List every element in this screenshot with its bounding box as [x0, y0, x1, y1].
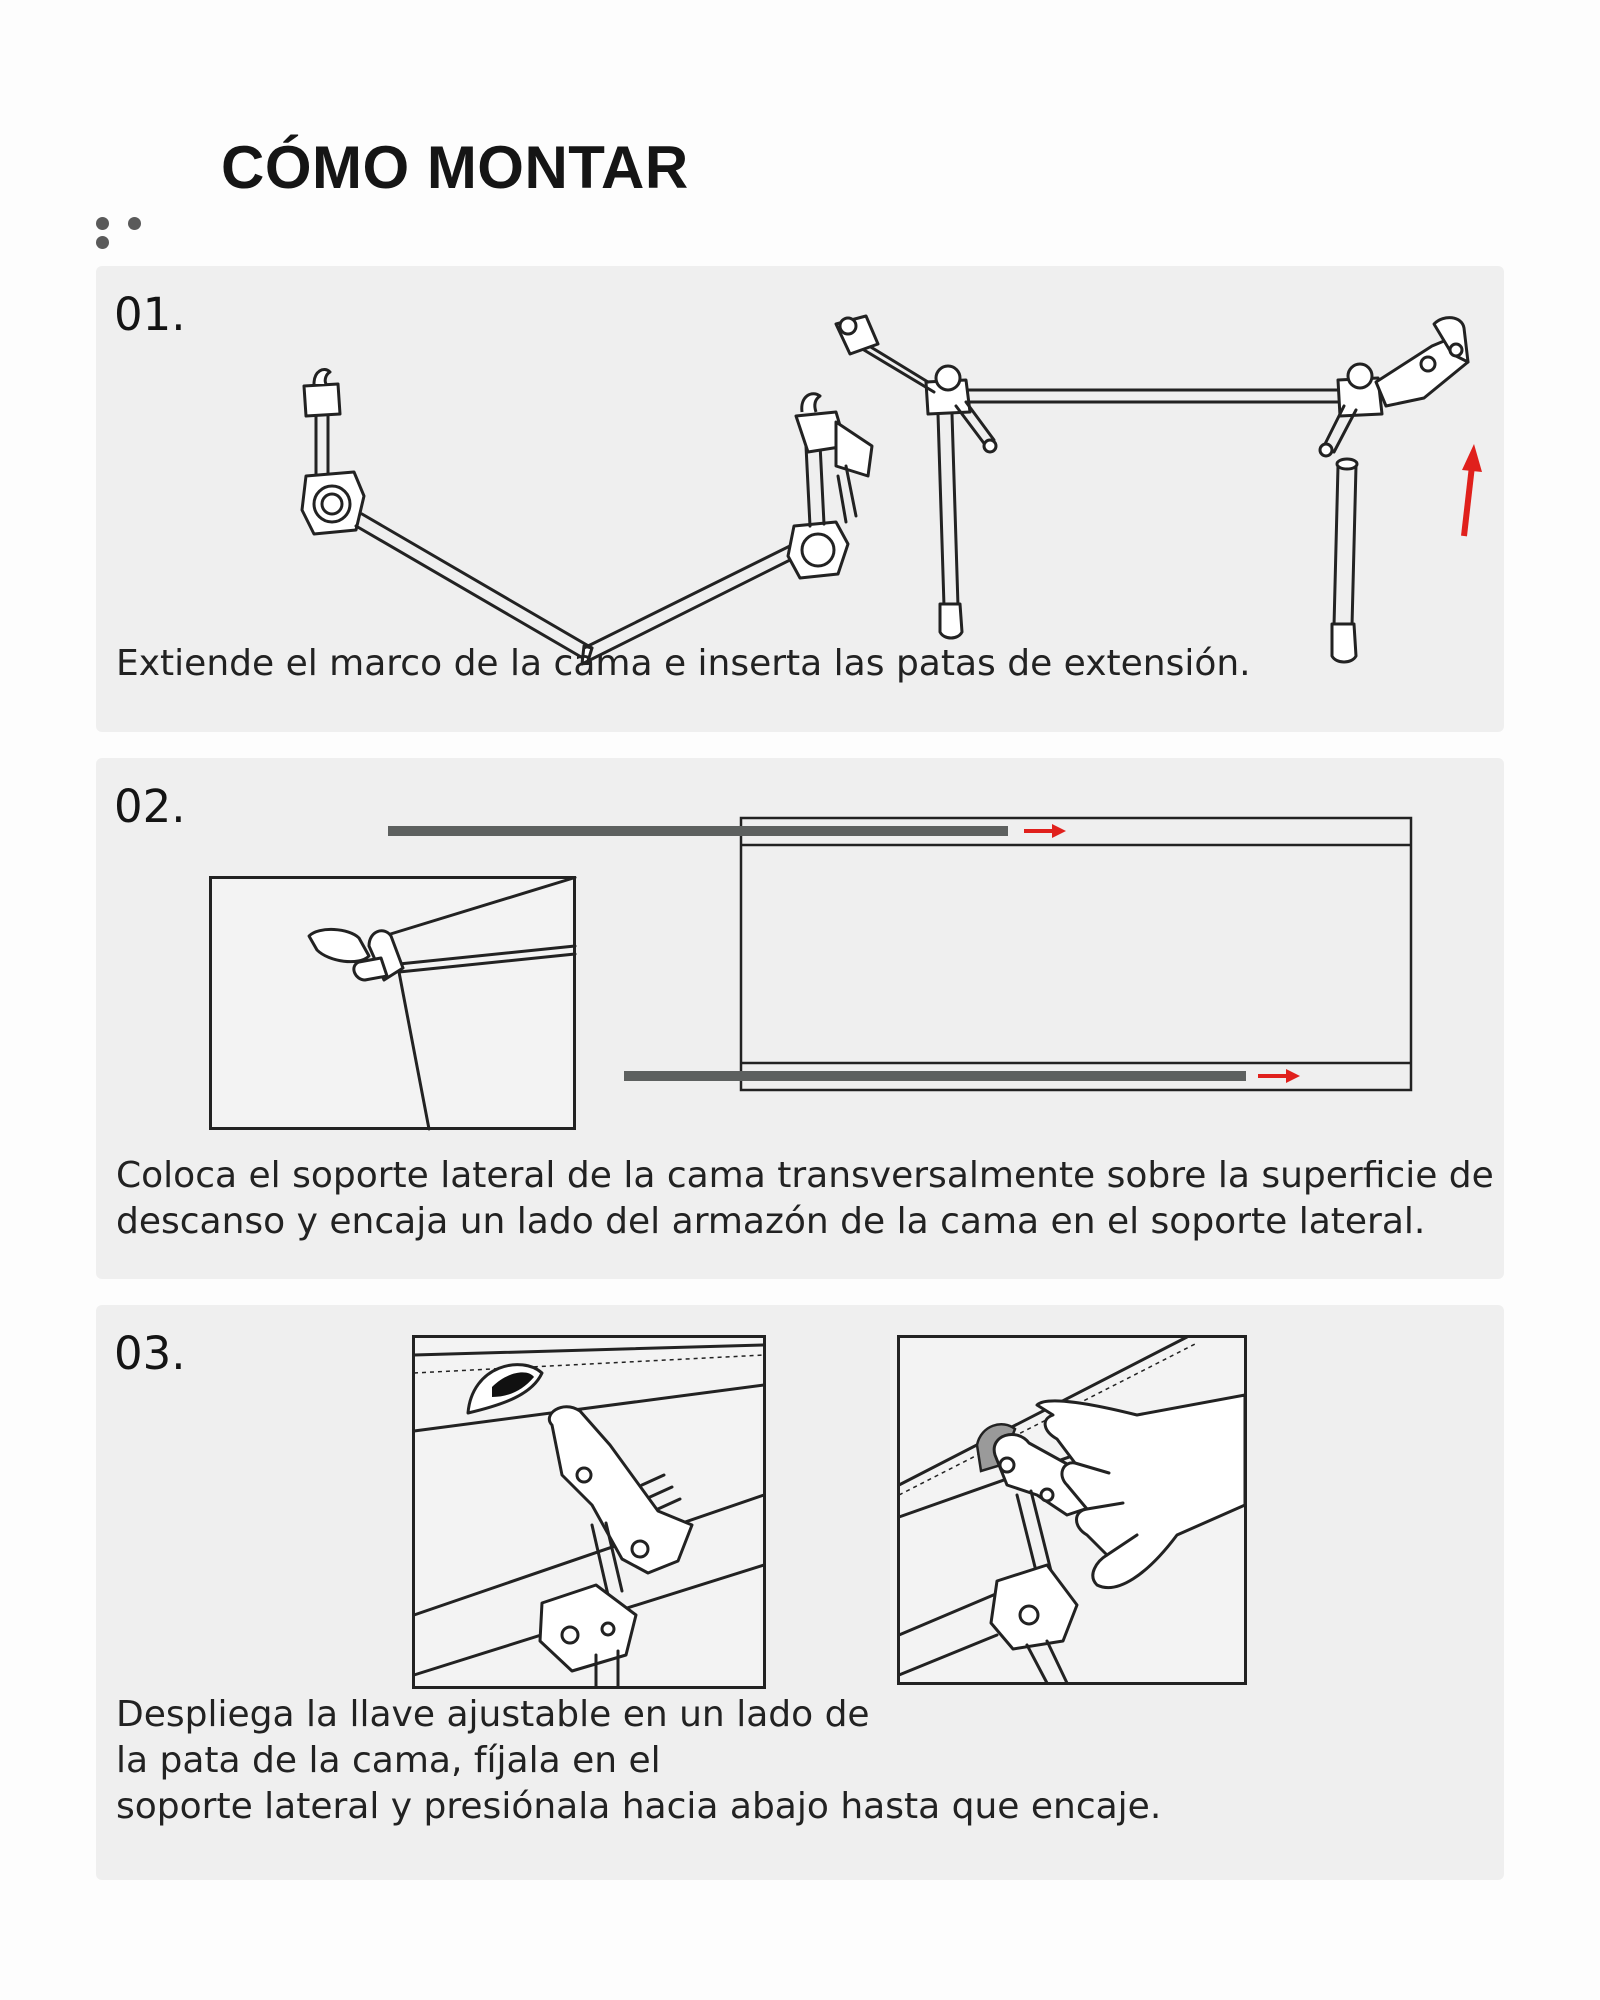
step-description-line-2: la pata de la cama, fíjala en el — [116, 1740, 661, 1781]
step-description: Coloca el soporte lateral de la cama transversalmente sobre la superficie de descanso y encaja un lado del armazón de la cama en el soporte lateral. — [116, 1155, 1494, 1242]
step2-fabric-poles-illustration — [376, 803, 1506, 1083]
step3-lever-detail-illustration — [412, 1335, 766, 1689]
step-description-line-3: soporte lateral y presiónala hacia abajo hasta que encaje. — [116, 1786, 1162, 1827]
step-number: 02. — [114, 780, 186, 833]
step-description: Extiende el marco de la cama e inserta las patas de extensión. — [116, 643, 1251, 684]
step3-hand-press-illustration — [897, 1335, 1247, 1685]
step-3-panel — [96, 1305, 1504, 1880]
step-number: 01. — [114, 288, 186, 341]
step-1-panel — [96, 266, 1504, 732]
step1-folded-frame-illustration — [196, 326, 916, 646]
decorative-dots — [96, 215, 176, 229]
page-title: CÓMO MONTAR — [221, 134, 689, 201]
step-description-line-1: Despliega la llave ajustable en un lado de — [116, 1694, 870, 1735]
step-2-panel — [96, 758, 1504, 1279]
step1-legs-insert-illustration — [816, 306, 1516, 686]
step-number: 03. — [114, 1327, 186, 1380]
